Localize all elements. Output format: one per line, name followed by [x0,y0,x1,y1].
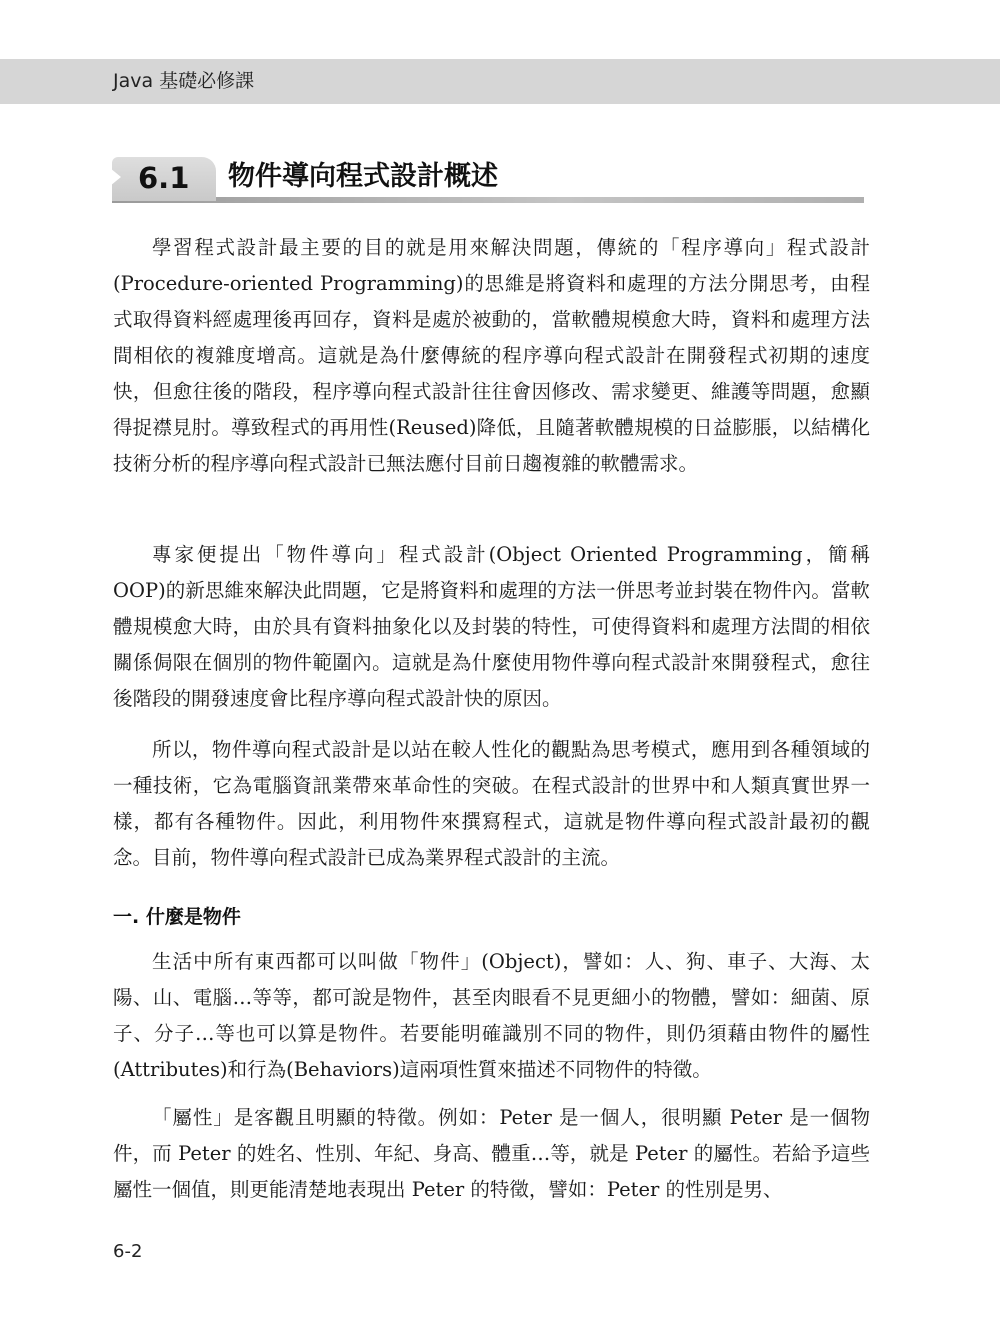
section-number: 6.1 [138,161,190,195]
section-underline-bar [112,197,864,203]
paragraph-attributes: 「屬性」是客觀且明顯的特徵。例如：Peter 是一個人，很明顯 Peter 是一個物件，而 Peter 的姓名、性別、年紀、身高、體重…等，就是 Peter 的屬性。若給予這些屬性一個值，則更能清楚地表現出 Peter 的特徵，譬如：Peter 的性別是男、 [113,1106,870,1201]
book-title: Java 基礎必修課 [113,70,255,92]
paragraph-what-is-object: 生活中所有東西都可以叫做「物件」(Object)，譬如：人、狗、車子、大海、太陽、山、電腦…等等，都可說是物件，甚至肉眼看不見更細小的物體，譬如：細菌、原子、分子…等也可以算是物件。若要能明確識別不同的物件，則仍須藉由物件的屬性(Attributes)和行為(Behaviors)這兩項性質來描述不同物件的特徵。 [113,950,870,1081]
section-title: 物件導向程式設計概述 [228,161,498,192]
paragraph-oop-intro: 專家便提出「物件導向」程式設計(Object Oriented Programming，簡稱 OOP)的新思維來解決此問題，它是將資料和處理的方法一併思考並封裝在物件內。當軟體規模愈大時，由於具有資料抽象化以及封裝的特性，可使得資料和處理方法間的相依關係侷限在個別的物件範圍內。這就是為什麼使用物件導向程式設計來開發程式，愈往後階段的開發速度會比程序導向程式設計快的原因。 [113,543,870,710]
section-heading [112,155,864,205]
section-arrow-icon [110,168,121,186]
paragraph-oop-mainstream: 所以，物件導向程式設計是以站在較人性化的觀點為思考模式，應用到各種領域的一種技術，它為電腦資訊業帶來革命性的突破。在程式設計的世界中和人類真實世界一樣，都有各種物件。因此，利用物件來撰寫程式，這就是物件導向程式設計最初的觀念。目前，物件導向程式設計已成為業界程式設計的主流。 [113,738,870,869]
paragraph-procedure-oriented: 學習程式設計最主要的目的就是用來解決問題，傳統的「程序導向」程式設計(Procedure-oriented Programming)的思維是將資料和處理的方法分開思考，由程式取得資料經處理後再回存，資料是處於被動的，當軟體規模愈大時，資料和處理方法間相依的複雜度增高。這就是為什麼傳統的程序導向程式設計在開發程式初期的速度快，但愈往後的階段，程序導向程式設計往往會因修改、需求變更、維護等問題，愈顯得捉襟見肘。導致程式的再用性(Reused)降低，且隨著軟體規模的日益膨脹，以結構化技術分析的程序導向程式設計已無法應付目前日趨複雜的軟體需求。 [113,236,870,475]
subsection-title: 一. 什麼是物件 [113,906,241,928]
page-number: 6-2 [113,1241,143,1262]
